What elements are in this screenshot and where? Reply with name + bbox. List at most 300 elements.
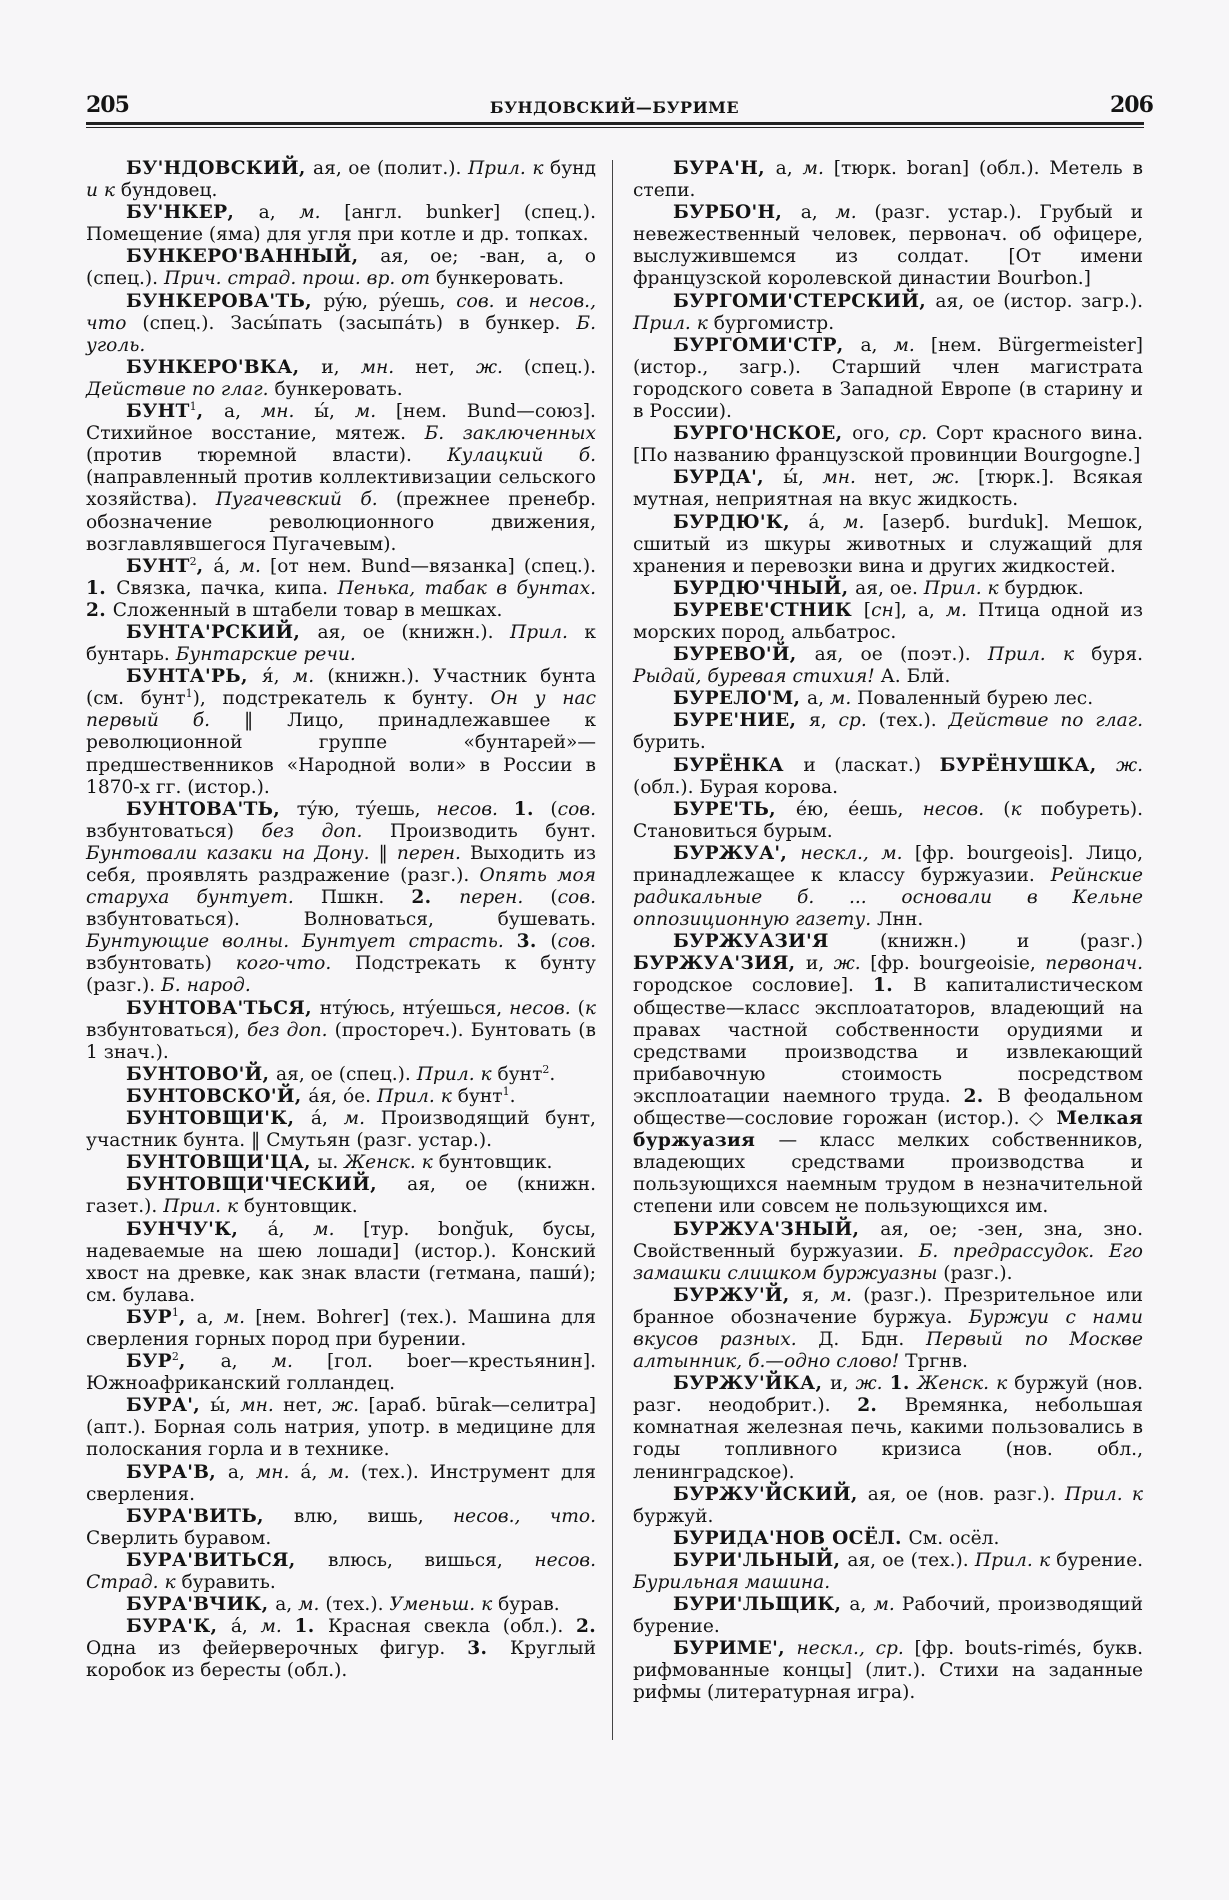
column-divider xyxy=(612,160,613,1740)
headword-text: БУРЕЛО'М, xyxy=(673,688,807,710)
italic-text: несов. xyxy=(922,798,1004,820)
entry-text: (тех.). Инструмент для сверления. xyxy=(86,1461,596,1505)
entry-text: (направленный против коллективизации сельского хозяйства). xyxy=(86,467,596,511)
entry-text: Связка, пачка, кипа. xyxy=(116,577,338,599)
entry-text: Д. Бдн. xyxy=(818,1328,926,1350)
headword-text: БУРИДА'НОВ ОСЁЛ. xyxy=(673,1527,909,1549)
entry-text: Сложенный в штабели товар в мешках. xyxy=(112,599,503,621)
entry-text: бундовец. xyxy=(120,180,218,202)
dictionary-entry xyxy=(633,1528,1143,1550)
entry-text: буржуй (нов. разг. неодобрит.). xyxy=(633,1373,1143,1417)
entry-text: и (ласкат.) xyxy=(803,754,940,776)
italic-text: Кулацкий б. xyxy=(447,445,596,467)
italic-text: без доп. xyxy=(261,820,390,842)
headword-text: БУРА'ВИТЬ, xyxy=(126,1505,294,1527)
dictionary-entry xyxy=(633,1285,1143,1373)
entry-text: (книжн.). Участник бунта (см. бунт xyxy=(86,666,596,710)
entry-text: ая, ое (нов. разг.). xyxy=(867,1483,1065,1505)
italic-text: ж. xyxy=(332,1395,369,1417)
headword-text: БУНТОВСКО'Й, xyxy=(126,1085,309,1107)
entry-text: взбунтоваться), xyxy=(86,1019,248,1041)
italic-text: Прил. к xyxy=(633,312,714,334)
entry-text: Подстрекать к бунту (разг.). xyxy=(86,953,596,997)
italic-text: Пенька, табак в бунтах. xyxy=(337,577,596,599)
entry-text: Круглый коробок из бересты (обл.). xyxy=(86,1638,596,1682)
superscript-index: 1 xyxy=(185,687,193,701)
headword-text: БУРЕ'ТЬ, xyxy=(673,798,796,820)
entry-text: ( xyxy=(550,887,558,909)
dictionary-entry xyxy=(633,799,1143,843)
entry-text: á, xyxy=(213,555,240,577)
dictionary-entry xyxy=(633,423,1143,467)
page-number-right: 206 xyxy=(1110,92,1153,118)
dictionary-entry xyxy=(86,1462,596,1506)
headword-text: БУРЕ'НИЕ, xyxy=(673,710,810,732)
italic-text: несов., что xyxy=(86,290,596,334)
headword-text: БУРЖУА', xyxy=(673,842,801,864)
headword-text: БУНКЕРО'ВКА, xyxy=(126,356,322,378)
entry-text: ая, ое (поэт.). xyxy=(814,644,988,666)
italic-text: м. xyxy=(223,1306,256,1328)
entry-text: рýю, рýешь, xyxy=(323,290,457,312)
dictionary-entry xyxy=(633,1219,1143,1285)
header-rule xyxy=(86,122,1144,125)
entry-text: [англ. bunker] (спец.). Помещение (яма) для угля при котле и др. топках. xyxy=(86,202,596,246)
entry-text: ая, ое (спец.). xyxy=(276,1063,417,1085)
dictionary-entry xyxy=(86,998,596,1064)
dictionary-entry xyxy=(86,1307,596,1351)
headword-text: БУНТОВО'Й, xyxy=(126,1063,276,1085)
entry-text: бунтовщик. xyxy=(244,1196,358,1218)
entry-text: [гол. boer—крестьянин]. Южноафриканский голландец. xyxy=(86,1351,596,1395)
italic-text: м. xyxy=(292,666,328,688)
entry-text: ‖ Лицо, принадлежавшее к революционной группе «бунтарей»—предшественников «Народной воли» в России в 1870-х гг. (истор.). xyxy=(86,710,596,798)
italic-text: первонач. xyxy=(1045,953,1144,975)
headword-text: БУРА'Н, xyxy=(673,158,776,179)
italic-text: м. xyxy=(873,1594,902,1616)
headword-text: БУНЧУ'К, xyxy=(126,1218,268,1240)
italic-text: несов., что. xyxy=(452,1505,596,1527)
headword-text: БУР xyxy=(126,1351,172,1373)
italic-text: Бунтарские речи. xyxy=(175,644,356,666)
dictionary-entry xyxy=(86,246,596,290)
entry-text: я, xyxy=(801,1284,831,1306)
entry-text: а, xyxy=(849,1594,874,1616)
italic-text: Бунтующие волны. Бунтует страсть. xyxy=(86,931,517,953)
entry-text: нет, xyxy=(415,356,476,378)
entry-text: бунтовщик. xyxy=(438,1152,553,1174)
headword-text: БУНТ xyxy=(126,401,190,423)
italic-text: мн. xyxy=(822,467,875,489)
dictionary-entry xyxy=(86,291,596,357)
page-number-left: 205 xyxy=(86,92,129,118)
italic-text: Рыдай, буревая стихия! xyxy=(633,666,881,688)
entry-text: бункеровать. xyxy=(274,378,403,400)
dictionary-entry xyxy=(86,1506,596,1550)
headword-text: 2. xyxy=(857,1395,905,1417)
entry-text: буравить. xyxy=(181,1572,276,1593)
entry-text: городское сословие]. xyxy=(633,975,874,997)
entry-text: бунд xyxy=(550,158,596,179)
headword-text: , xyxy=(178,1351,221,1373)
italic-text: ж. xyxy=(475,356,524,378)
italic-text: мн. xyxy=(240,1395,284,1417)
headword-text: БУНКЕРО'ВАННЫЙ, xyxy=(126,246,381,268)
dictionary-entry xyxy=(633,1373,1143,1483)
entry-text: а, xyxy=(800,202,836,224)
italic-text: Первый по Москве алтынник, б.—одно слово! xyxy=(633,1328,1143,1373)
dictionary-entry xyxy=(86,1550,596,1594)
headword-text: БУРГОМИ'СТЕРСКИЙ, xyxy=(673,290,936,312)
entry-text: [тур. bonğuk, бусы, надеваемые на шею лошади] (истор.). Конский хвост на древке, как знак власти (гетмана, паши́); см. булава. xyxy=(86,1218,596,1306)
headword-text: 3. xyxy=(516,931,551,953)
italic-text: перен. xyxy=(459,887,551,909)
headword-text: БУРИ'ЛЬЩИК, xyxy=(673,1594,850,1616)
dictionary-entry xyxy=(633,755,1143,799)
entry-text: бурить. xyxy=(633,732,706,754)
italic-text: кого-что. xyxy=(235,953,356,975)
italic-text: Прил. к xyxy=(416,1063,498,1085)
dictionary-entry xyxy=(86,401,596,556)
entry-text: ( xyxy=(550,931,558,953)
headword-text: БУНТОВЩИ'К, xyxy=(126,1108,311,1130)
headword-text: БУР xyxy=(126,1306,172,1328)
dictionary-entry xyxy=(633,1638,1143,1704)
entry-text: [азерб. burduk]. Мешок, сшитый из шкуры животных и служащий для хранения и перевозки вина и других жидкостей. xyxy=(633,511,1143,577)
headword-text: БУНТОВА'ТЬ, xyxy=(126,798,297,820)
entry-text: ая, ое. xyxy=(855,577,924,599)
italic-text: Уменьш. к xyxy=(389,1594,499,1616)
dictionary-entry xyxy=(86,622,596,666)
headword-text: БУРГО'НСКОЕ, xyxy=(673,423,853,445)
entry-text: á, xyxy=(267,1218,314,1240)
italic-text: ср. xyxy=(838,710,879,732)
italic-text: м. xyxy=(298,1594,326,1616)
italic-text: Прил. к xyxy=(923,577,1005,599)
entry-text: ая, ое; -зен, зна, зно. Свойственный буржуазии. xyxy=(633,1218,1143,1262)
entry-text: ( xyxy=(577,997,585,1019)
italic-text: м. xyxy=(313,1218,364,1240)
italic-text: сов. xyxy=(557,798,597,820)
entry-text: Пшкн. xyxy=(320,887,412,909)
italic-text: Опять моя старуха бунтует. xyxy=(86,865,596,909)
headword-text: БУРЖУА'ЗНЫЙ, xyxy=(673,1218,881,1240)
headword-text: 2. xyxy=(575,1616,596,1638)
dictionary-entry xyxy=(633,202,1143,290)
italic-text: Прил. к xyxy=(987,644,1092,666)
entry-text: (книжн.) и (разг.) xyxy=(880,931,1143,953)
italic-text: несов. xyxy=(509,997,578,1019)
italic-text: Прил. к xyxy=(163,1196,245,1218)
headword-text: БУРЖУ'ЙКА, xyxy=(673,1373,831,1395)
entry-text: а, xyxy=(220,1351,272,1373)
italic-text: Действие по глаг. xyxy=(948,710,1143,732)
dictionary-entry xyxy=(633,843,1143,931)
entry-text: и, xyxy=(321,356,361,378)
italic-text: сов. xyxy=(557,931,596,953)
headword-text: БУНТОВА'ТЬСЯ, xyxy=(126,997,320,1019)
italic-text: без доп. xyxy=(247,1019,335,1041)
italic-text: Буржуи с нами вкусов разных. xyxy=(633,1306,1143,1350)
headword-text: , xyxy=(196,401,225,423)
italic-text: сн xyxy=(871,599,894,621)
entry-text: Тргнв. xyxy=(905,1351,968,1373)
entry-text: ая, ое (истор. загр.). xyxy=(935,290,1143,312)
entry-text: (разг.). xyxy=(943,1262,1013,1284)
italic-text: м. xyxy=(893,334,931,356)
entry-text: . xyxy=(509,1085,516,1107)
headword-text: 1. xyxy=(889,1373,918,1395)
entry-text: к бунтарь. xyxy=(86,621,596,666)
headword-text: БУРИ'ЛЬНЫЙ, xyxy=(673,1549,848,1571)
entry-text: Производящий бунт, участник бунта. ‖ Смутьян (разг. устар.). xyxy=(86,1108,596,1152)
entry-text: буря. xyxy=(1091,644,1143,666)
headword-text: БУНТА'РСКИЙ, xyxy=(126,621,318,643)
italic-text: перен. xyxy=(396,842,471,864)
dictionary-entry xyxy=(86,1594,596,1616)
entry-text: (спец.). xyxy=(523,356,596,378)
dictionary-entry xyxy=(633,291,1143,335)
italic-text: м. xyxy=(843,511,883,533)
entry-text: ы. xyxy=(317,1152,345,1174)
entry-text: (тех.). xyxy=(878,710,949,732)
entry-text: Сорт красного вина. [По названию французской провинции Bourgogne.] xyxy=(633,423,1144,467)
headword-text: БУРИМЕ', xyxy=(673,1638,797,1660)
entry-text: В капиталистическом обществе—класс эксплоататоров, владеющий на правах частной собственности орудиями и средствами производства и извлекающий прибавочную стоимость посредством эксплоатации наемного труда. xyxy=(633,975,1143,1107)
italic-text: ж. xyxy=(932,467,978,489)
headword-text: БУ'НДОВСКИЙ, xyxy=(126,158,314,179)
italic-text: Прил. к xyxy=(376,1085,458,1107)
dictionary-entry xyxy=(86,357,596,401)
italic-text: Прил. xyxy=(510,621,585,643)
italic-text: сов. xyxy=(456,290,506,312)
entry-text: нет, xyxy=(283,1395,333,1417)
entry-text: (обл.). Бурая корова. xyxy=(633,776,839,798)
entry-text: ого, xyxy=(852,423,899,445)
italic-text: и к xyxy=(86,180,121,202)
entry-text: и xyxy=(505,290,529,312)
entry-text: [фр. bourgeois]. Лицо, принадлежащее к классу буржуазии. xyxy=(633,842,1143,886)
headword-text: БУРА'ВЧИК, xyxy=(126,1594,276,1616)
superscript-index: 2 xyxy=(542,1062,550,1076)
headword-text: БУРА'В, xyxy=(126,1461,228,1483)
entry-text: ‖ xyxy=(378,842,397,864)
italic-text: Б. предрассудок. Его замашки слишком буржуазны xyxy=(633,1240,1143,1284)
dictionary-entry xyxy=(633,688,1143,710)
italic-text: мн. xyxy=(360,356,416,378)
entry-text: [ xyxy=(863,599,872,621)
entry-text: а, xyxy=(258,202,300,224)
entry-text: á, xyxy=(300,1461,329,1483)
dictionary-entry xyxy=(633,1484,1143,1528)
entry-text: — класс мелких собственников, владеющих средствами производства и пользующихся наемным трудом в незначительной степени или совсем не пользующихся им. xyxy=(633,1130,1144,1218)
entry-text: (прежнее пренебр. обозначение революционного движения, возглавлявшегося Пугачевым). xyxy=(86,489,596,555)
italic-text: Пугачевский б. xyxy=(215,489,396,511)
italic-text: к xyxy=(584,997,596,1019)
dictionary-entry xyxy=(633,600,1143,644)
headword-text: БУРГОМИ'СТР, xyxy=(673,334,861,356)
headword-text: 1. xyxy=(873,975,914,997)
dictionary-entry xyxy=(86,1108,596,1152)
italic-text: м. xyxy=(343,1108,381,1130)
italic-text: м. xyxy=(260,1616,295,1638)
entry-text: ая, ое (тех.). xyxy=(847,1549,975,1571)
italic-text: сов. xyxy=(557,887,596,909)
italic-text: несов. xyxy=(436,798,514,820)
entry-text: Лнн. xyxy=(877,909,924,931)
italic-text: к xyxy=(1010,798,1041,820)
entry-text: á, xyxy=(808,511,844,533)
italic-text: мн. xyxy=(255,1461,301,1483)
entry-text: [нем. Bund—союз]. Стихийное восстание, мятеж. xyxy=(86,401,596,445)
dictionary-entry xyxy=(633,578,1143,600)
dictionary-entry xyxy=(633,644,1143,688)
entry-text: ы́, xyxy=(783,467,823,489)
italic-text: м. xyxy=(328,1461,361,1483)
dictionary-entry xyxy=(86,666,596,799)
italic-text: м. xyxy=(354,401,396,423)
italic-text: Прил. к xyxy=(1064,1483,1144,1505)
running-title: БУНДОВСКИЙ—БУРИМЕ xyxy=(489,98,740,117)
headword-text: БУНТОВЩИ'ЧЕСКИЙ, xyxy=(126,1174,408,1196)
italic-text: м. xyxy=(271,1351,328,1373)
entry-text: éю, éешь, xyxy=(795,798,923,820)
headword-text: БУРЖУ'Й, xyxy=(673,1284,802,1306)
entry-text: ая, ое (книжн.). xyxy=(317,621,511,643)
headword-text: БУНТОВЩИ'ЦА, xyxy=(126,1152,318,1174)
entry-text: а, xyxy=(860,334,894,356)
entry-text: (разг. устар.). Грубый и невежественный человек, первонач. об офицере, выслужившемся из солдат. [От имени французской королевской династии Bourbon.] xyxy=(633,202,1143,290)
entry-text: бункеровать. xyxy=(435,268,565,290)
italic-text: Действие по глаг. xyxy=(86,378,275,400)
entry-text: [от нем. Bund—вязанка] (спец.). xyxy=(270,555,596,577)
entry-text: Красная свекла (обл.). xyxy=(328,1616,576,1638)
italic-text: м. xyxy=(299,202,345,224)
superscript-index: 1 xyxy=(502,1084,510,1098)
entry-text: ая, ое; -ван, а, о (спец.). xyxy=(86,246,596,290)
entry-text: Одна из фейерверочных фигур. xyxy=(86,1638,468,1660)
italic-text: нескл., м. xyxy=(800,842,915,864)
italic-text: ж. xyxy=(833,953,871,975)
dictionary-entry xyxy=(633,335,1143,423)
superscript-index: 2 xyxy=(171,1349,179,1363)
entry-text: [араб. būrak—селитра] (апт.). Борная соль натрия, употр. в медицине для полоскания горла и в технике. xyxy=(86,1395,596,1461)
italic-text: м. xyxy=(830,1284,864,1306)
entry-text: побуреть). Становиться бурым. xyxy=(633,798,1143,842)
italic-text: м. xyxy=(829,688,858,710)
entry-text: . xyxy=(549,1063,556,1085)
headword-text: БУРА'К, xyxy=(126,1616,231,1638)
italic-text: несов. Страд. к xyxy=(86,1549,596,1593)
italic-text: м. xyxy=(835,202,875,224)
headword-text: БУРЁНКА xyxy=(673,754,804,776)
entry-text: (простореч.). Бунтовать (в 1 знач.). xyxy=(86,1019,596,1063)
italic-text: м. xyxy=(945,599,979,621)
entry-text: [фр. bourgeoisie, xyxy=(870,953,1046,975)
entry-text: и, xyxy=(805,953,834,975)
entry-text: тýю, тýешь, xyxy=(296,798,437,820)
dictionary-entry xyxy=(86,1351,596,1395)
entry-text: ( xyxy=(1003,798,1011,820)
headword-text: БУНКЕРОВА'ТЬ, xyxy=(126,290,324,312)
entry-text: влюсь, вишься, xyxy=(327,1549,535,1571)
entry-text: á, xyxy=(230,1616,261,1638)
headword-text: 2. xyxy=(86,599,113,621)
headword-text: Мелкая буржуазия xyxy=(633,1108,1143,1152)
headword-text: БУРЕВО'Й, xyxy=(673,644,815,666)
entry-text: (спец.). Засы́пать (засыпáть) в бункер. xyxy=(142,312,577,334)
dictionary-entry xyxy=(86,1219,596,1307)
dictionary-entry xyxy=(86,1395,596,1461)
entry-text: нет, xyxy=(874,467,933,489)
headword-text: БУ'НКЕР, xyxy=(126,202,259,224)
italic-text: Бунтовали казаки на Дону. xyxy=(86,842,379,864)
headword-text: БУРДЮ'ЧНЫЙ, xyxy=(673,577,856,599)
italic-text: м. xyxy=(802,158,834,179)
dictionary-entry xyxy=(86,556,596,622)
superscript-index: 1 xyxy=(189,399,197,413)
entry-text: [нем. Bürgermeister] (истор., загр.). Старший член магистрата городского совета в Западной Европе (в старину и в России). xyxy=(633,334,1143,423)
entry-text: ы́, xyxy=(210,1395,241,1417)
dictionary-entry xyxy=(86,1064,596,1086)
headword-text: БУРЖУА'ЗИЯ, xyxy=(633,953,806,975)
dictionary-entry xyxy=(633,158,1143,202)
entry-text: взбунтовать) xyxy=(86,953,236,975)
dictionary-entry xyxy=(86,799,596,998)
headword-text: БУРЕВЕ'СТНИК xyxy=(673,599,864,621)
entry-text: [фр. bouts-rimés, букв. рифмованные концы] (лит.). Стихи на заданные рифмы (литературная игра). xyxy=(633,1638,1144,1704)
headword-text: БУРЖУ'ЙСКИЙ, xyxy=(673,1483,868,1505)
entry-text: [нем. Bohrer] (тех.). Машина для сверления горных пород при бурении. xyxy=(86,1306,596,1350)
entry-text: ая, ое (полит.). xyxy=(313,158,468,179)
dictionary-entry xyxy=(86,202,596,246)
dictionary-entry xyxy=(633,1594,1143,1638)
italic-text: Прил. к xyxy=(974,1549,1057,1571)
headword-text: БУРА', xyxy=(126,1395,211,1417)
entry-text: Поваленный бурею лес. xyxy=(857,688,1094,710)
entry-text: Выходить из себя, проявлять раздражение (разг.). xyxy=(86,842,596,886)
entry-text: Сверлить буравом. xyxy=(86,1527,272,1549)
entry-text: Времянка, небольшая комнатная железная печь, какими пользовались в годы топливного кризиса (нов. обл., ленинградское). xyxy=(633,1395,1143,1483)
entry-text: ), подстрекатель к бунту. xyxy=(192,688,491,710)
entry-text: Птица одной из морских пород, альбатрос. xyxy=(633,599,1143,643)
entry-text: бурав. xyxy=(498,1594,560,1616)
dictionary-entry xyxy=(86,1152,596,1174)
headword-text: 3. xyxy=(467,1638,511,1660)
entry-text: ая, ое (книжн. газет.). xyxy=(86,1174,596,1218)
italic-text: Б. народ. xyxy=(161,975,251,997)
entry-text: ы́, xyxy=(314,401,355,423)
entry-text: á, xyxy=(310,1108,344,1130)
entry-text: я́, xyxy=(261,666,293,688)
italic-text: нескл., ср. xyxy=(796,1638,915,1660)
dictionary-entry xyxy=(86,1086,596,1108)
entry-text: бурение. xyxy=(1056,1549,1143,1571)
italic-text: Рейнские радикальные б. ... основали в Кельне оппозиционную газету. xyxy=(633,865,1143,931)
entry-text: áя, óе. xyxy=(308,1085,377,1107)
dictionary-entry xyxy=(86,1616,596,1682)
headword-text: 2. xyxy=(963,1085,998,1107)
italic-text: ж. xyxy=(1115,754,1144,776)
entry-text: взбунтоваться) xyxy=(86,820,262,842)
dictionary-entry xyxy=(633,467,1143,511)
entry-text: бургомистр. xyxy=(713,312,835,334)
headword-text: 1. xyxy=(86,577,117,599)
entry-text: (против тюремной власти). xyxy=(86,445,448,467)
italic-text: Прич. страд. прош. вр. от xyxy=(164,268,436,290)
headword-text: , xyxy=(196,555,214,577)
entry-text: [тюрк. boran] (обл.). Метель в степи. xyxy=(633,158,1143,202)
